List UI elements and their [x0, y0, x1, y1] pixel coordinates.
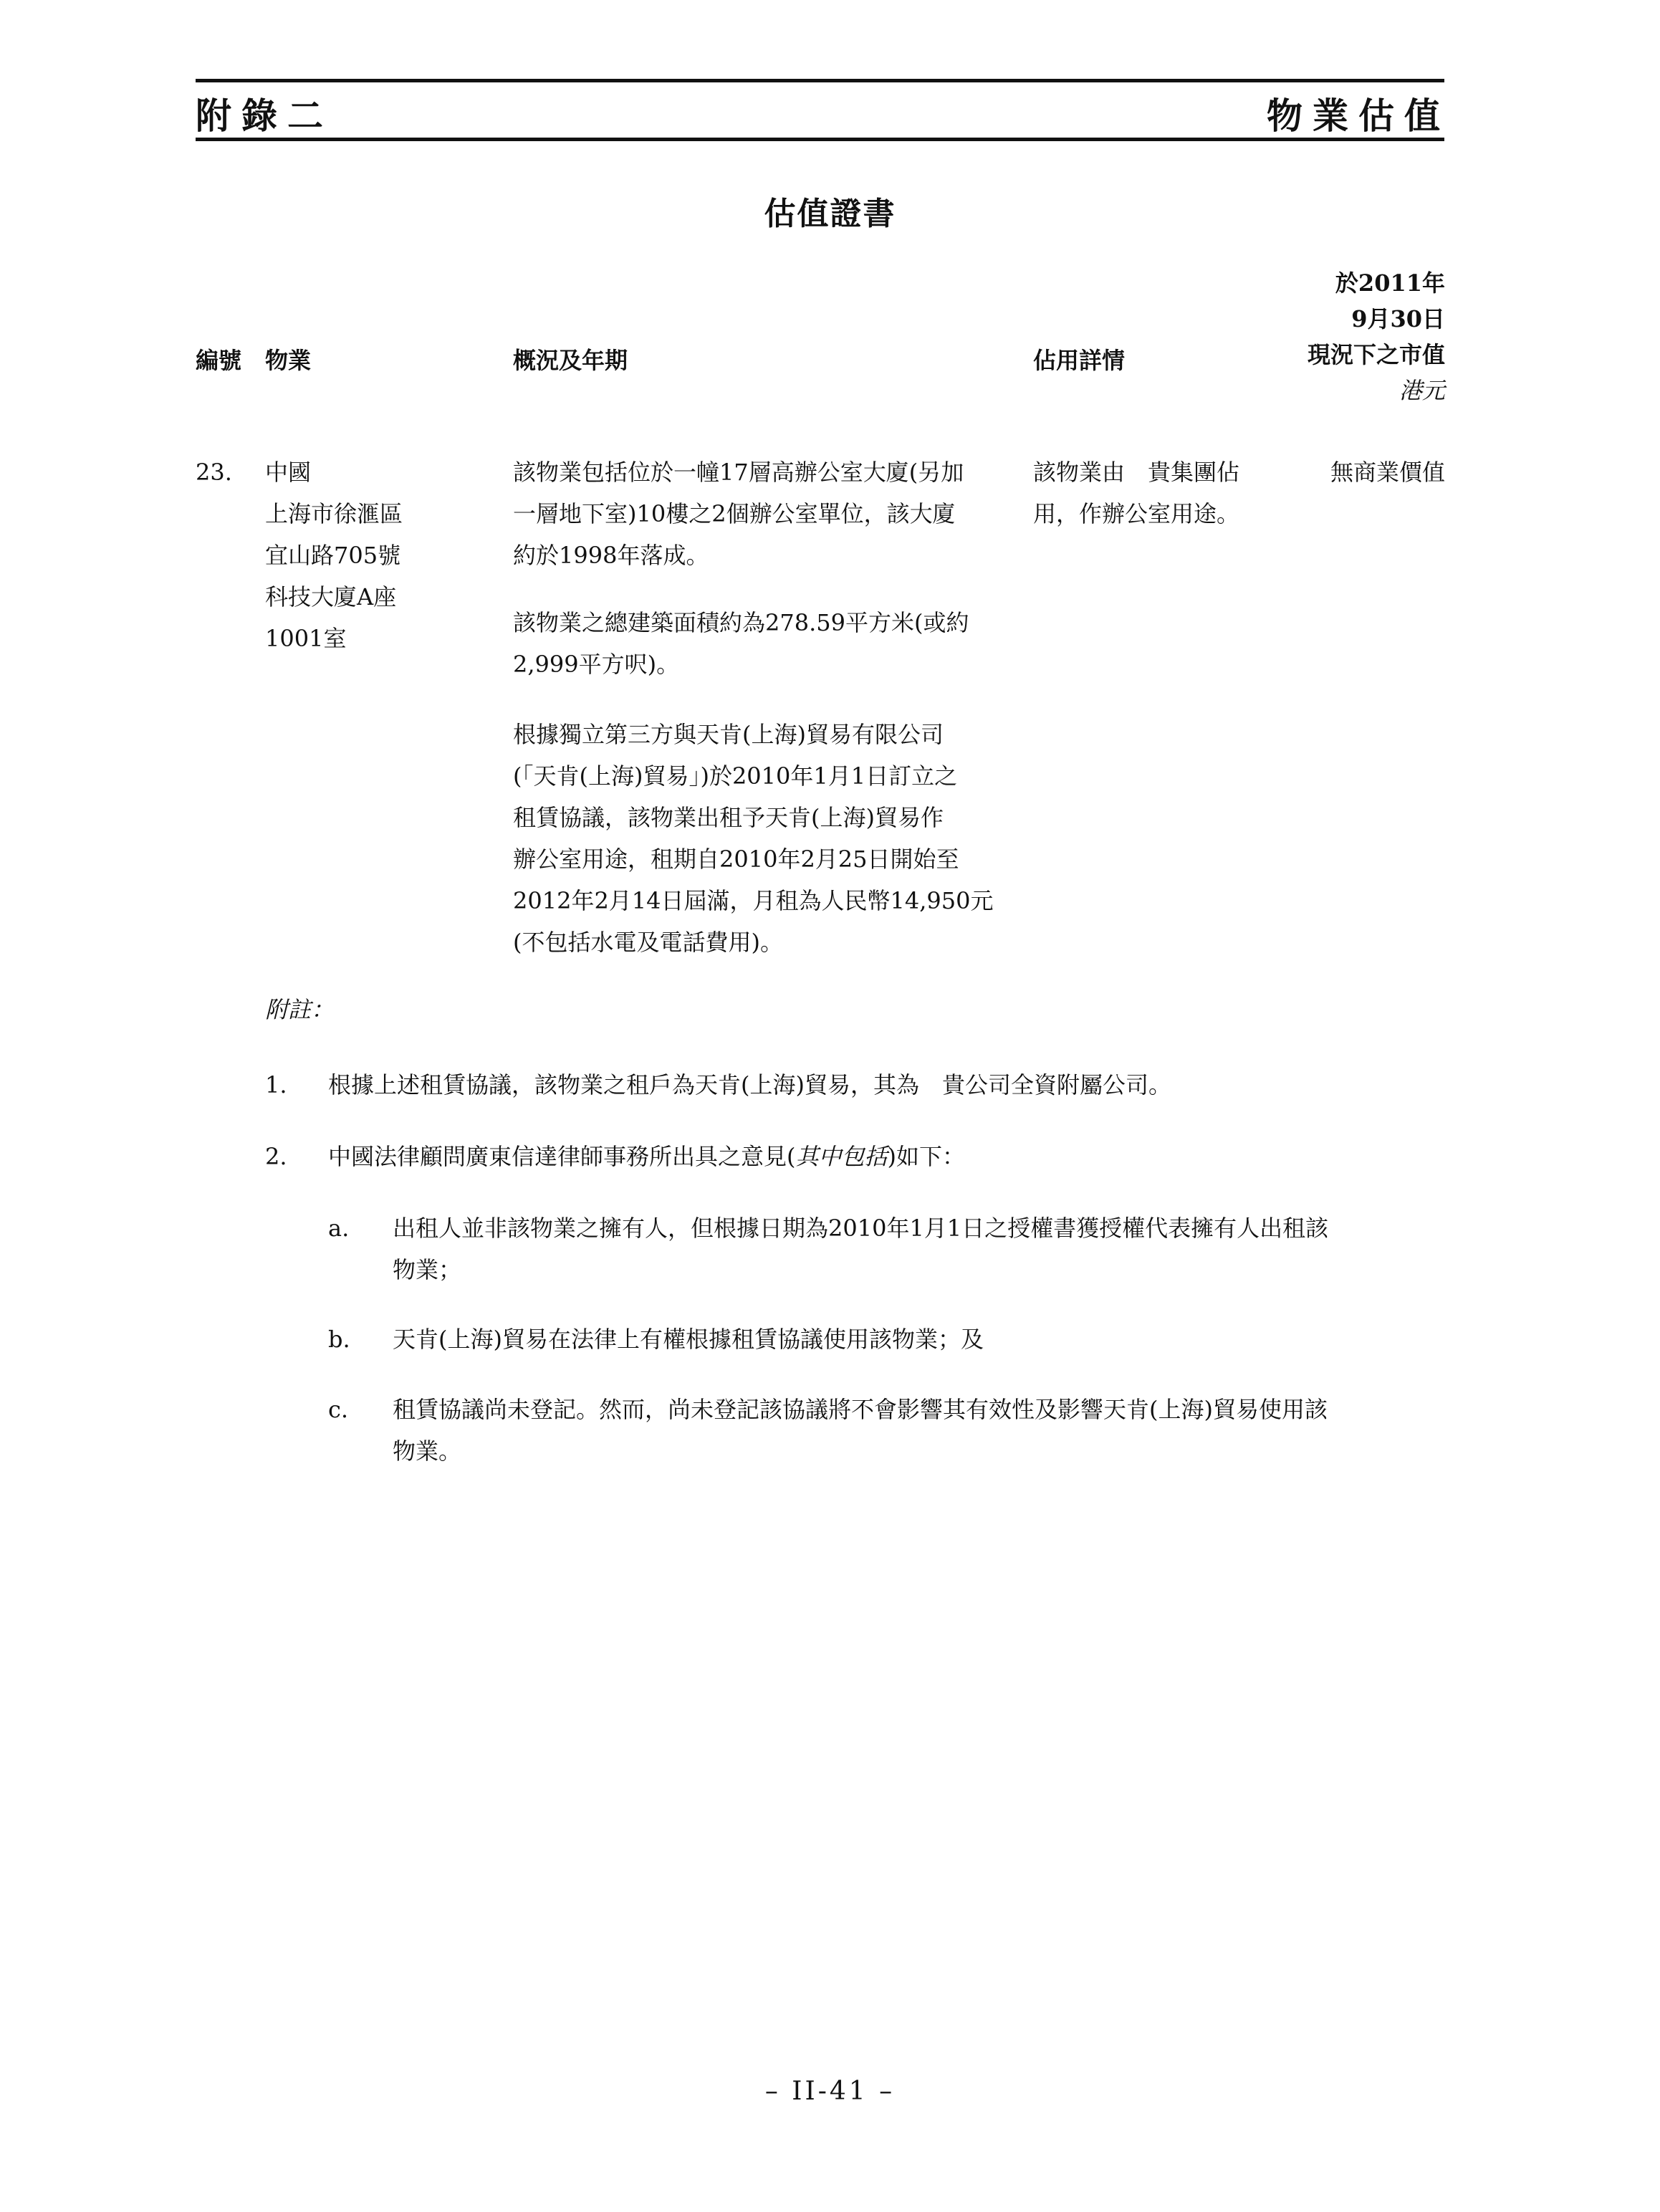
col-value-heading: [1308, 265, 1445, 408]
row-occupancy: [1033, 451, 1239, 535]
desc-line: 租賃協議，該物業出租予天肯(上海)貿易作: [513, 804, 944, 831]
desc-line: 該物業包括位於一幢17層高辦公室大廈(另加: [513, 459, 964, 486]
desc-line: 一層地下室)10樓之2個辦公室單位，該大廈: [513, 500, 956, 527]
col-value-line-2: 9月30日: [1351, 305, 1445, 332]
row-value: 無商業價值: [1330, 459, 1445, 486]
note-2-number: 2.: [265, 1143, 287, 1170]
note-2-post: )如下：: [887, 1143, 966, 1170]
col-property-heading: 物業: [265, 347, 312, 374]
desc-line: (不包括水電及電話費用)。: [513, 929, 783, 956]
col-value-line-1: 於2011年: [1335, 269, 1445, 297]
note-a-label: a.: [328, 1215, 350, 1242]
header-right: 物業估值: [1267, 95, 1450, 137]
page-title: 估值證書: [764, 196, 896, 232]
header-bottom-rule: [196, 138, 1444, 141]
note-2-italic: 其中包括: [795, 1143, 888, 1170]
note-c-label: c.: [328, 1396, 349, 1423]
note-a-line: 出租人並非該物業之擁有人，但根據日期為2010年1月1日之授權書獲授權代表擁有人出租該: [393, 1215, 1329, 1242]
note-2-pre: 中國法律顧問廣東信達律師事務所出具之意見(: [328, 1143, 796, 1170]
occupancy-line: 用，作辦公室用途。: [1033, 500, 1240, 527]
header-left: 附錄二: [196, 95, 333, 137]
notes-heading: 附註：: [265, 996, 335, 1023]
property-line: 科技大廈A座: [265, 583, 397, 611]
row-property: [265, 451, 403, 659]
header-top-rule: [196, 79, 1444, 82]
row-number: 23.: [196, 459, 232, 486]
row-desc-paragraph-1: [513, 451, 964, 576]
desc-line: (「天肯(上海)貿易」)於2010年1月1日訂立之: [513, 762, 958, 790]
desc-line: 約於1998年落成。: [513, 542, 709, 569]
note-b-label: b.: [328, 1326, 350, 1353]
note-c-line: 物業。: [393, 1437, 462, 1465]
property-line: 上海市徐滙區: [265, 500, 403, 527]
col-desc-heading: 概況及年期: [513, 347, 628, 374]
property-line: 中國: [265, 459, 312, 486]
note-c-line: 租賃協議尚未登記。然而，尚未登記該協議將不會影響其有效性及影響天肯(上海)貿易使用該: [393, 1396, 1328, 1423]
property-line: 1001室: [265, 625, 347, 652]
col-occupancy-heading: 佔用詳情: [1033, 347, 1126, 374]
col-value-unit: 港元: [1398, 377, 1445, 404]
desc-line: 2,999平方呎)。: [513, 651, 680, 678]
note-1-number: 1.: [265, 1071, 287, 1098]
property-line: 宜山路705號: [265, 542, 401, 569]
desc-line: 根據獨立第三方與天肯(上海)貿易有限公司: [513, 721, 944, 748]
note-c-text: [393, 1389, 1328, 1472]
note-a-line: 物業；: [393, 1256, 462, 1283]
page-number: – II-41 –: [764, 2077, 896, 2106]
row-desc-paragraph-2: [513, 602, 969, 685]
col-value-line-3: 現況下之市值: [1307, 341, 1445, 368]
desc-line: 辦公室用途，租期自2010年2月25日開始至: [513, 846, 959, 873]
note-a-text: [393, 1207, 1328, 1291]
note-2-text: [328, 1136, 965, 1177]
note-1-text: 根據上述租賃協議，該物業之租戶為天肯(上海)貿易，其為 貴公司全資附屬公司。: [328, 1071, 1171, 1098]
desc-line: 2012年2月14日屆滿，月租為人民幣14,950元: [513, 887, 994, 914]
note-b-text: 天肯(上海)貿易在法律上有權根據租賃協議使用該物業；及: [393, 1326, 984, 1353]
desc-line: 該物業之總建築面積約為278.59平方米(或約: [513, 609, 969, 636]
occupancy-line: 該物業由 貴集團佔: [1033, 459, 1240, 486]
col-no-heading: 編號: [196, 347, 242, 374]
row-desc-paragraph-3: [513, 714, 994, 963]
